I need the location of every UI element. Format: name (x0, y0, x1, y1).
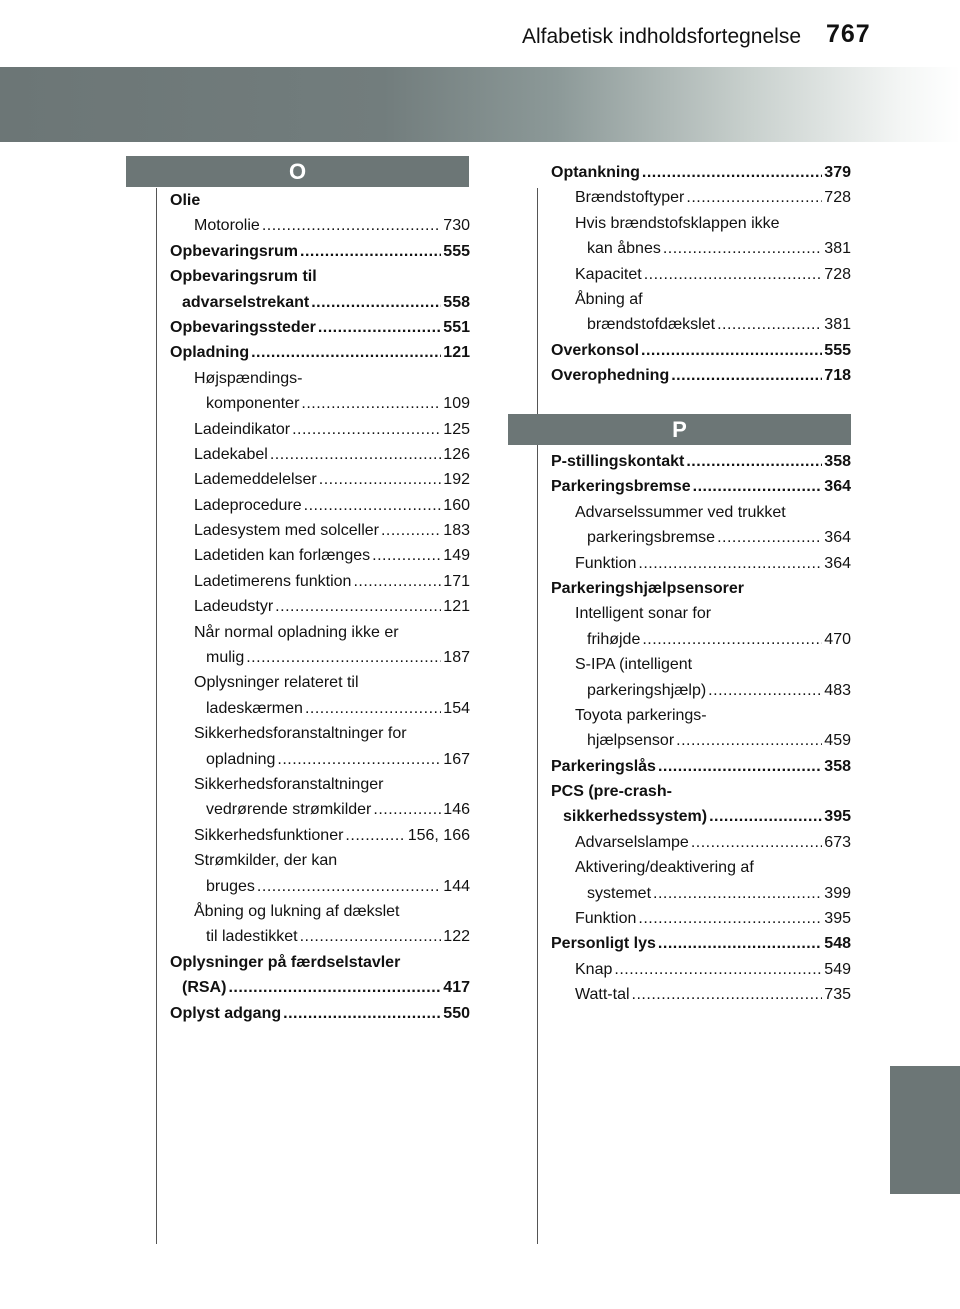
leader-dots (658, 931, 822, 956)
index-entry (551, 881, 851, 906)
index-entry-label: (RSA) (182, 979, 227, 997)
index-entry-label: Opbevaringsrum (170, 242, 299, 260)
index-entry (551, 500, 851, 525)
index-entry (551, 804, 851, 829)
index-entry (551, 627, 851, 652)
index-entry (551, 855, 851, 880)
index-entry-label: Når normal opladning ikke er (194, 623, 399, 641)
index-entry-label: Advarselslampe (575, 833, 689, 851)
index-entry (170, 924, 470, 949)
leader-dots (686, 449, 822, 474)
index-entry (170, 721, 470, 746)
index-entry-page: 187 (443, 649, 470, 667)
index-entry-label: systemet (587, 884, 652, 902)
index-entry (551, 551, 851, 576)
index-entry-label: Oplysninger på færdselstavler (170, 953, 401, 971)
leader-dots (691, 830, 822, 855)
index-entry-label: Kapacitet (575, 265, 642, 283)
index-entry (170, 442, 470, 467)
index-entry-label: Ladetiden kan forlænges (194, 547, 371, 565)
index-entry-page: 395 (824, 808, 851, 826)
index-entry-page: 167 (443, 750, 470, 768)
index-entry-label: Højspændings- (194, 369, 303, 387)
index-entry (551, 262, 851, 287)
index-entry-page: 735 (824, 986, 851, 1004)
index-entry-label: ladeskærmen (206, 699, 303, 717)
section-letter-o: O (126, 156, 469, 187)
index-entry-page: 358 (824, 453, 851, 470)
index-entry-page: 483 (824, 681, 851, 699)
index-entry-page: 160 (443, 496, 470, 514)
leader-dots (270, 442, 441, 467)
index-entry (551, 474, 851, 499)
leader-dots (641, 338, 822, 363)
index-entry (170, 366, 470, 391)
index-entry-label: Motorolie (194, 217, 260, 235)
index-entry-page: 358 (824, 757, 851, 775)
index-entry-page: 154 (443, 699, 470, 717)
index-entry (551, 906, 851, 931)
index-entry-label: brændstofdækslet (587, 316, 716, 334)
index-entry-page: 171 (443, 572, 470, 590)
index-entry (170, 518, 470, 543)
column-divider-left (156, 188, 157, 1244)
index-entry (170, 493, 470, 518)
index-entry (170, 620, 470, 645)
index-entry-page: 470 (824, 630, 851, 648)
leader-dots (292, 417, 441, 442)
index-entry-page: 417 (443, 979, 470, 997)
leader-dots (638, 551, 822, 576)
index-entry-page: 149 (443, 547, 470, 565)
index-entry-page: 728 (824, 265, 851, 283)
index-entry (170, 391, 470, 416)
index-entry-page: 728 (824, 189, 851, 207)
leader-dots (638, 906, 822, 931)
index-entry-label: Knap (575, 960, 613, 978)
index-entry-label: Overophedning (551, 367, 670, 385)
index-entry (170, 467, 470, 492)
header-banner (0, 67, 960, 142)
leader-dots (708, 678, 822, 703)
index-entry (170, 645, 470, 670)
index-entry (551, 728, 851, 753)
index-column-left (170, 188, 470, 1026)
index-entry-label: Ladeudstyr (194, 598, 274, 616)
index-entry-label: Lademeddelelser (194, 471, 317, 489)
leader-dots (300, 239, 441, 264)
index-entry (551, 678, 851, 703)
index-entry-page: 183 (443, 522, 470, 540)
index-entry-page: 548 (824, 935, 851, 953)
index-entry-label: frihøjde (587, 630, 641, 648)
index-entry (170, 569, 470, 594)
index-entry (170, 1001, 470, 1026)
index-entry-page: 718 (824, 367, 851, 385)
index-entry (170, 594, 470, 619)
leader-dots (305, 696, 441, 721)
index-entry-label: PCS (pre-crash- (551, 783, 672, 801)
index-entry-page: 364 (824, 478, 851, 496)
index-entry-label: Parkeringslås (551, 757, 656, 775)
index-entry-page: 549 (824, 960, 851, 978)
leader-dots (345, 823, 405, 848)
index-entry-label: komponenter (206, 395, 300, 413)
index-entry-label: parkeringshjælp) (587, 681, 707, 699)
leader-dots (644, 262, 823, 287)
index-entry (170, 239, 470, 264)
index-entry-page: 550 (443, 1004, 470, 1022)
index-entry-label: Olie (170, 192, 201, 209)
index-entry (170, 696, 470, 721)
index-entry-label: parkeringsbremse (587, 529, 716, 547)
index-entry (551, 601, 851, 626)
leader-dots (318, 315, 441, 340)
index-entry (551, 185, 851, 210)
index-entry (551, 957, 851, 982)
index-entry (551, 703, 851, 728)
leader-dots (653, 881, 822, 906)
index-entry-label: Personligt lys (551, 935, 656, 953)
index-entry-label: Oplysninger relateret til (194, 674, 359, 692)
index-entry (551, 982, 851, 1007)
index-column-right-bottom (551, 449, 851, 1008)
index-entry (551, 652, 851, 677)
index-entry-label: Advarselssummer ved trukket (575, 503, 786, 521)
section-letter-p: P (508, 414, 851, 445)
index-entry (170, 874, 470, 899)
index-entry-label: Opladning (170, 344, 250, 362)
index-entry-page: 364 (824, 529, 851, 547)
index-entry-page: 395 (824, 910, 851, 928)
leader-dots (277, 747, 441, 772)
index-entry-label: til ladestikket (206, 928, 298, 946)
index-entry-page: 730 (443, 217, 470, 235)
index-entry (170, 797, 470, 822)
index-entry-label: Parkeringsbremse (551, 478, 691, 496)
index-entry-page: 381 (824, 240, 851, 258)
index-entry-label: Sikkerhedsforanstaltninger (194, 775, 384, 793)
index-entry-label: Optankning (551, 164, 640, 181)
index-entry-page: 125 (443, 420, 470, 438)
index-entry (170, 188, 470, 213)
index-entry (170, 899, 470, 924)
index-entry-page: 126 (443, 445, 470, 463)
index-entry-label: Åbning og lukning af dækslet (194, 902, 400, 920)
leader-dots (693, 474, 823, 499)
index-entry (551, 312, 851, 337)
index-entry-page: 555 (443, 242, 470, 260)
index-entry-label: Strømkilder, der kan (194, 852, 338, 870)
index-entry-page: 192 (443, 471, 470, 489)
index-entry (551, 287, 851, 312)
index-entry-label: Ladesystem med solceller (194, 522, 379, 540)
index-entry-label: Overkonsol (551, 341, 640, 359)
index-entry-page: 146 (443, 801, 470, 819)
index-entry-page: 551 (443, 318, 470, 336)
index-entry-label: Oplyst adgang (170, 1004, 282, 1022)
column-divider-right (537, 188, 538, 1244)
index-entry (170, 823, 470, 848)
leader-dots (717, 525, 822, 550)
index-entry (170, 950, 470, 975)
index-entry-label: hjælpsensor (587, 732, 675, 750)
index-entry-label: kan åbnes (587, 240, 661, 258)
index-entry (551, 779, 851, 804)
leader-dots (642, 160, 822, 185)
index-entry (170, 315, 470, 340)
index-entry (551, 576, 851, 601)
leader-dots (658, 754, 822, 779)
page-number: 767 (826, 20, 871, 48)
leader-dots (251, 340, 441, 365)
index-entry-page: 399 (824, 884, 851, 902)
leader-dots (262, 213, 441, 238)
leader-dots (709, 804, 822, 829)
leader-dots (257, 874, 441, 899)
index-entry (551, 160, 851, 185)
index-entry-page: 121 (443, 344, 470, 362)
index-entry-page: 364 (824, 554, 851, 572)
index-entry-label: Ladetimerens funktion (194, 572, 352, 590)
leader-dots (373, 797, 441, 822)
index-entry (551, 754, 851, 779)
leader-dots (663, 236, 822, 261)
leader-dots (304, 493, 442, 518)
index-entry-page: 381 (824, 316, 851, 334)
index-entry (551, 338, 851, 363)
leader-dots (311, 290, 441, 315)
index-entry-label: Opbevaringssteder (170, 318, 316, 336)
index-side-tab (890, 1066, 960, 1194)
index-entry (551, 449, 851, 474)
leader-dots (275, 594, 441, 619)
index-entry (170, 290, 470, 315)
leader-dots (301, 391, 441, 416)
leader-dots (381, 518, 441, 543)
leader-dots (300, 924, 442, 949)
index-entry-label: Sikkerhedsforanstaltninger for (194, 725, 407, 743)
index-entry-label: Ladeindikator (194, 420, 291, 438)
index-entry-page: 558 (443, 293, 470, 311)
index-entry-label: mulig (206, 649, 245, 667)
index-entry-label: Opbevaringsrum til (170, 268, 317, 286)
index-entry (551, 363, 851, 388)
leader-dots (353, 569, 441, 594)
index-entry-label: Toyota parkerings- (575, 706, 707, 724)
index-entry (170, 543, 470, 568)
index-entry-page: 555 (824, 341, 851, 359)
index-entry (170, 670, 470, 695)
leader-dots (642, 627, 822, 652)
index-entry-label: advarselstrekant (182, 293, 310, 311)
leader-dots (671, 363, 822, 388)
index-entry-label: Hvis brændstofsklappen ikke (575, 214, 780, 232)
leader-dots (614, 957, 822, 982)
index-entry-label: Funktion (575, 554, 637, 572)
index-entry (170, 747, 470, 772)
index-entry-label: Aktivering/deaktivering af (575, 859, 754, 877)
index-entry-page: 156, 166 (407, 826, 470, 844)
leader-dots (319, 467, 442, 492)
index-entry-page: 673 (824, 833, 851, 851)
index-entry-label: bruges (206, 877, 255, 895)
index-entry-page: 379 (824, 164, 851, 181)
index-entry-label: S-IPA (intelligent (575, 656, 693, 674)
index-entry (551, 830, 851, 855)
leader-dots (632, 982, 823, 1007)
index-entry-page: 122 (443, 928, 470, 946)
index-entry (170, 848, 470, 873)
index-entry-label: Ladeprocedure (194, 496, 302, 514)
leader-dots (717, 312, 822, 337)
leader-dots (372, 543, 441, 568)
index-entry-label: Åbning af (575, 290, 643, 308)
index-entry (170, 340, 470, 365)
index-entry (170, 264, 470, 289)
index-entry-label: Funktion (575, 910, 637, 928)
index-entry (170, 417, 470, 442)
index-entry-label: Sikkerhedsfunktioner (194, 826, 344, 844)
leader-dots (283, 1001, 441, 1026)
index-entry (551, 236, 851, 261)
index-column-right-top (551, 160, 851, 389)
index-entry-label: opladning (206, 750, 276, 768)
section-title: Alfabetisk indholdsfortegnelse (522, 25, 802, 48)
index-entry (551, 211, 851, 236)
leader-dots (686, 185, 822, 210)
index-entry-label: vedrørende strømkilder (206, 801, 372, 819)
index-entry-label: Brændstoftyper (575, 189, 685, 207)
index-entry-page: 121 (443, 598, 470, 616)
index-entry-page: 459 (824, 732, 851, 750)
index-entry (551, 931, 851, 956)
index-entry-label: Parkeringshjælpsensorer (551, 579, 744, 597)
index-entry-label: Ladekabel (194, 445, 268, 463)
index-entry-label: Watt-tal (575, 986, 630, 1004)
index-entry (170, 213, 470, 238)
leader-dots (228, 975, 441, 1000)
index-entry-page: 144 (443, 877, 470, 895)
index-entry-label: P-stillingskontakt (551, 453, 685, 470)
index-entry (170, 975, 470, 1000)
index-entry-page: 109 (443, 395, 470, 413)
index-entry-label: Intelligent sonar for (575, 605, 712, 623)
leader-dots (676, 728, 822, 753)
index-entry-label: sikkerhedssystem) (563, 808, 708, 826)
leader-dots (246, 645, 441, 670)
index-entry (170, 772, 470, 797)
index-entry (551, 525, 851, 550)
